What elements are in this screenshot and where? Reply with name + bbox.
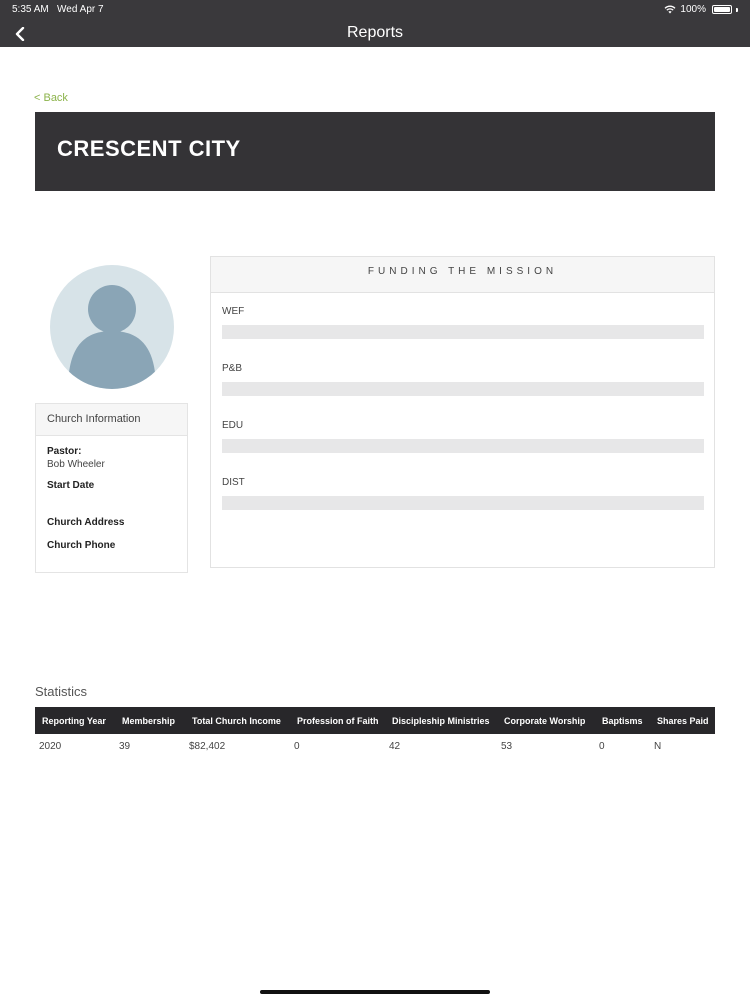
battery-icon	[712, 5, 732, 14]
funding-progress-bar	[222, 382, 704, 396]
spacer	[47, 528, 176, 540]
status-time	[12, 4, 104, 15]
avatar	[50, 265, 174, 389]
funding-progress-bar	[222, 325, 704, 339]
funding-card	[210, 256, 715, 568]
funding-progress-bar	[222, 496, 704, 510]
battery-tip	[736, 8, 738, 12]
nav-title: Reports	[346, 24, 404, 41]
table-cell: 0	[294, 740, 300, 752]
funding-label: EDU	[222, 420, 244, 431]
status-time-text: 5:35 AM	[12, 4, 49, 15]
top-bar	[0, 0, 750, 47]
church-info-body	[36, 436, 187, 551]
table-cell: 2020	[39, 740, 62, 752]
funding-row-edu	[222, 420, 704, 453]
church-address-label: Church Address	[47, 517, 125, 528]
column-header: Shares Paid	[650, 707, 715, 734]
column-header: Membership	[115, 707, 185, 734]
funding-progress-bar	[222, 439, 704, 453]
spacer	[47, 470, 176, 480]
pastor-label: Pastor:	[47, 446, 82, 457]
statistics-header-row	[35, 707, 715, 734]
spacer	[47, 491, 176, 517]
pastor-value: Bob Wheeler	[47, 459, 105, 470]
church-name: CRESCENT CITY	[57, 136, 241, 161]
table-cell: 39	[119, 740, 131, 752]
church-info-title: Church Information	[36, 404, 187, 436]
wifi-icon	[664, 5, 676, 14]
column-header: Baptisms	[595, 707, 650, 734]
table-row	[35, 734, 715, 758]
church-info-card	[35, 403, 188, 573]
column-header: Corporate Worship	[497, 707, 595, 734]
statistics-title: Statistics	[35, 684, 88, 699]
church-phone-label: Church Phone	[47, 540, 116, 551]
table-cell: $82,402	[189, 740, 226, 752]
funding-row-pb	[222, 363, 704, 396]
table-cell: 0	[599, 740, 605, 752]
funding-label: DIST	[222, 477, 245, 488]
column-header: Total Church Income	[185, 707, 290, 734]
status-date-text: Wed Apr 7	[57, 4, 104, 15]
start-date-label: Start Date	[47, 480, 95, 491]
table-cell: 42	[389, 740, 401, 752]
column-header: Profession of Faith	[290, 707, 385, 734]
table-cell: N	[654, 740, 662, 752]
funding-label: P&B	[222, 363, 243, 374]
status-indicators	[664, 4, 738, 15]
funding-row-dist	[222, 477, 704, 510]
home-indicator[interactable]	[260, 990, 490, 994]
funding-title: FUNDING THE MISSION	[211, 257, 714, 293]
funding-label: WEF	[222, 306, 245, 317]
funding-row-wef	[222, 306, 704, 339]
church-banner	[35, 112, 715, 191]
statistics-table	[35, 707, 715, 758]
table-cell: 53	[501, 740, 513, 752]
column-header: Reporting Year	[35, 707, 115, 734]
column-header: Discipleship Ministries	[385, 707, 497, 734]
back-link[interactable]: < Back	[34, 92, 68, 104]
battery-percent: 100%	[680, 4, 706, 15]
user-silhouette-icon	[50, 265, 174, 389]
